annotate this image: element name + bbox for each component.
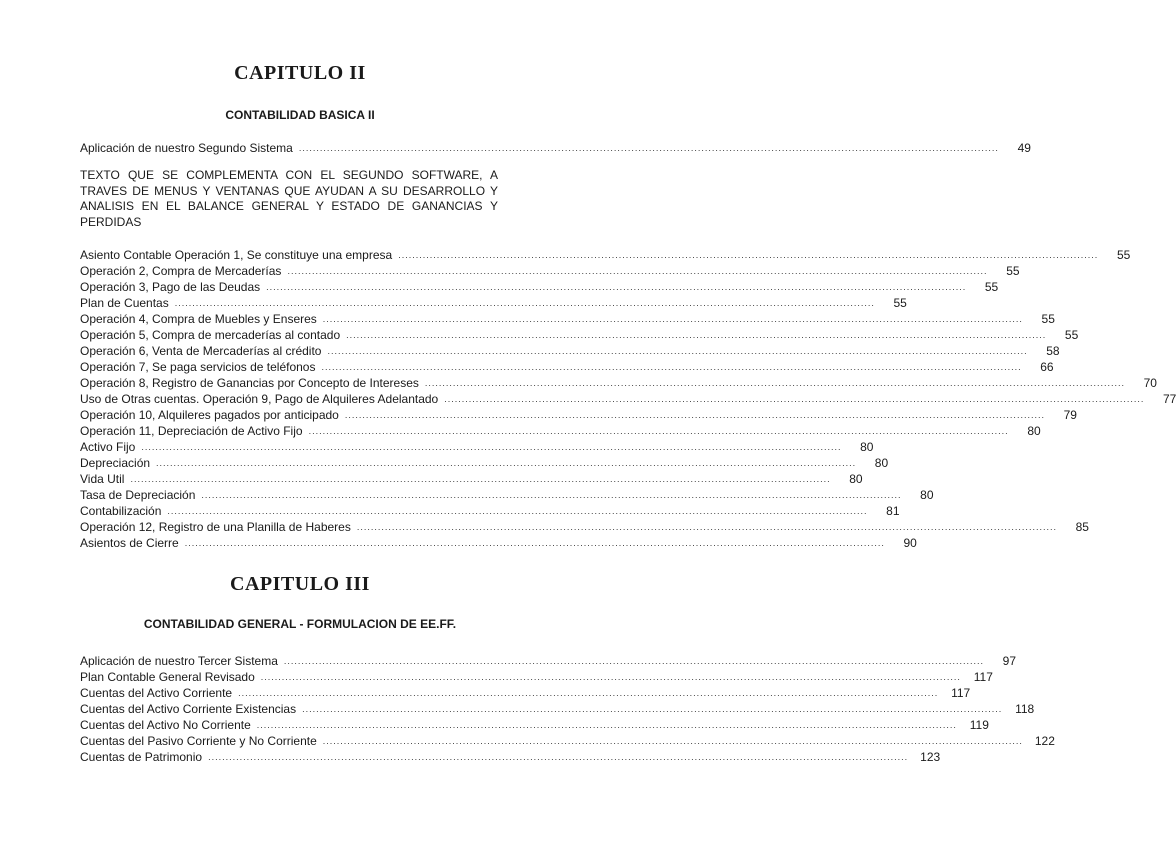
chapter-2-title: CAPITULO II	[234, 62, 366, 84]
dot-leader: ........................................................................................................................................................................................................	[346, 330, 1047, 340]
toc-entry-page: 55	[1041, 312, 1055, 326]
toc-entry-label: Aplicación de nuestro Segundo Sistema	[80, 141, 293, 155]
toc-entry-page: 97	[1002, 654, 1016, 668]
dot-leader: ........................................................................................................................................................................................................	[184, 538, 885, 548]
toc-entry-label: Tasa de Depreciación	[80, 488, 196, 502]
toc-entry-label: Operación 5, Compra de mercaderías al contado	[80, 328, 341, 342]
toc-entry	[80, 264, 1020, 279]
dot-leader: ........................................................................................................................................................................................................	[238, 688, 939, 698]
toc-entry	[80, 424, 1041, 439]
chapter-3-subtitle: CONTABILIDAD GENERAL - FORMULACION DE EE.FF.	[143, 617, 457, 631]
toc-entry-page: 117	[951, 686, 971, 700]
toc-entry	[80, 654, 1016, 669]
dot-leader: ........................................................................................................................................................................................................	[424, 378, 1125, 388]
toc-entry-page: 117	[973, 670, 993, 684]
toc-entry	[80, 536, 917, 551]
toc-entry-page: 55	[1006, 264, 1020, 278]
toc-entry	[80, 734, 1055, 749]
toc-entry-label: Uso de Otras cuentas. Operación 9, Pago de Alquileres Adelantado	[80, 392, 439, 406]
toc-entry	[80, 376, 1157, 391]
toc-entry	[80, 488, 934, 503]
toc-entry	[80, 360, 1054, 375]
toc-entry-label: Plan Contable General Revisado	[80, 670, 255, 684]
toc-entry-page: 79	[1063, 408, 1077, 422]
toc-entry	[80, 296, 907, 311]
toc-entry-page: 122	[1034, 734, 1055, 748]
dot-leader: ........................................................................................................................................................................................................	[156, 458, 857, 468]
dot-leader: ........................................................................................................................................................................................................	[444, 394, 1145, 404]
toc-entry-label: Vida Util	[80, 472, 125, 486]
toc-entry-page: 90	[903, 536, 917, 550]
dot-leader: ........................................................................................................................................................................................................	[302, 704, 1003, 714]
toc-entry-page: 55	[893, 296, 907, 310]
toc-entry-label: Operación 8, Registro de Ganancias por Concepto de Intereses	[80, 376, 419, 390]
toc-entry-page: 55	[984, 280, 999, 294]
dot-leader: ........................................................................................................................................................................................................	[141, 442, 842, 452]
dot-leader: ........................................................................................................................................................................................................	[344, 410, 1045, 420]
toc-entry-label: Depreciación	[80, 456, 151, 470]
toc-entry-page: 55	[1116, 248, 1131, 262]
dot-leader: ........................................................................................................................................................................................................	[256, 720, 957, 730]
toc-entry	[80, 504, 900, 519]
dot-leader: ........................................................................................................................................................................................................	[322, 736, 1023, 746]
toc-entry	[80, 392, 1176, 407]
toc-entry-label: Plan de Cuentas	[80, 296, 169, 310]
toc-entry-page: 58	[1046, 344, 1060, 358]
toc-entry-page: 85	[1075, 520, 1089, 534]
dot-leader: ........................................................................................................................................................................................................	[283, 656, 984, 666]
toc-entry	[80, 520, 1089, 535]
toc-entry-label: Activo Fijo	[80, 440, 136, 454]
toc-entry	[80, 312, 1055, 327]
dot-leader: ........................................................................................................................................................................................................	[398, 250, 1099, 260]
toc-entry-label: Cuentas del Activo Corriente	[80, 686, 233, 700]
dot-leader: ........................................................................................................................................................................................................	[266, 282, 967, 292]
dot-leader: ........................................................................................................................................................................................................	[130, 474, 831, 484]
dot-leader: ........................................................................................................................................................................................................	[321, 362, 1022, 372]
toc-entry-page: 80	[1027, 424, 1041, 438]
toc-entry-page: 123	[920, 750, 941, 764]
dot-leader: ........................................................................................................................................................................................................	[356, 522, 1057, 532]
toc-entry-page: 80	[860, 440, 874, 454]
toc-entry-label: Cuentas del Activo Corriente Existencias	[80, 702, 297, 716]
toc-entry	[80, 702, 1035, 717]
toc-entry-label: Operación 11, Depreciación de Activo Fijo	[80, 424, 303, 438]
dot-leader: ........................................................................................................................................................................................................	[201, 490, 902, 500]
toc-entry-page: 80	[849, 472, 863, 486]
toc-entry-page: 80	[920, 488, 934, 502]
toc-entry	[80, 328, 1079, 343]
dot-leader: ........................................................................................................................................................................................................	[260, 672, 961, 682]
dot-leader: ........................................................................................................................................................................................................	[167, 506, 868, 516]
toc-entry	[80, 344, 1060, 359]
dot-leader: ........................................................................................................................................................................................................	[322, 314, 1023, 324]
dot-leader: ........................................................................................................................................................................................................	[298, 143, 999, 153]
toc-entry	[80, 750, 941, 765]
toc-entry-label: Cuentas de Patrimonio	[80, 750, 203, 764]
toc-entry-label: Cuentas del Activo No Corriente	[80, 718, 251, 732]
toc-entry-label: Operación 3, Pago de las Deudas	[80, 280, 261, 294]
toc-entry	[80, 280, 999, 295]
toc-entry-label: Operación 6, Venta de Mercaderías al crédito	[80, 344, 322, 358]
toc-entry-page: 66	[1040, 360, 1054, 374]
dot-leader: ........................................................................................................................................................................................................	[208, 752, 909, 762]
toc-entry-page: 118	[1015, 702, 1035, 716]
toc-entry	[80, 440, 874, 455]
toc-entry-page: 55	[1064, 328, 1079, 342]
toc-entry	[80, 670, 993, 685]
dot-leader: ........................................................................................................................................................................................................	[174, 298, 875, 308]
toc-entry	[80, 472, 863, 487]
dot-leader: ........................................................................................................................................................................................................	[327, 346, 1028, 356]
chapter-2-subtitle: CONTABILIDAD BASICA II	[225, 108, 375, 122]
dot-leader: ........................................................................................................................................................................................................	[287, 266, 988, 276]
toc-entry	[80, 686, 971, 701]
dot-leader: ........................................................................................................................................................................................................	[308, 426, 1009, 436]
toc-entry-label: Operación 10, Alquileres pagados por anticipado	[80, 408, 339, 422]
toc-entry-page: 81	[886, 504, 900, 518]
toc-entry-page: 70	[1143, 376, 1157, 390]
toc-entry-label: Asientos de Cierre	[80, 536, 179, 550]
toc-entry-label: Aplicación de nuestro Tercer Sistema	[80, 654, 278, 668]
toc-entry	[80, 718, 989, 733]
toc-entry-page: 119	[969, 718, 989, 732]
toc-entry	[80, 456, 889, 471]
toc-entry	[80, 408, 1077, 423]
toc-entry-label: Cuentas del Pasivo Corriente y No Corriente	[80, 734, 317, 748]
toc-entry-page: 80	[874, 456, 889, 470]
toc-entry-chapter-2-intro	[80, 141, 1031, 156]
toc-entry-label: Contabilización	[80, 504, 162, 518]
toc-entry-page: 49	[1017, 141, 1031, 155]
chapter-3-title: CAPITULO III	[230, 573, 370, 595]
toc-entry-label: Operación 4, Compra de Muebles y Enseres	[80, 312, 317, 326]
toc-entry-label: Operación 2, Compra de Mercaderías	[80, 264, 282, 278]
toc-entry-page: 77	[1162, 392, 1176, 406]
toc-entry	[80, 248, 1131, 263]
toc-entry-label: Operación 12, Registro de una Planilla de Haberes	[80, 520, 351, 534]
toc-entry-label: Operación 7, Se paga servicios de teléfonos	[80, 360, 316, 374]
toc-entry-label: Asiento Contable Operación 1, Se constituye una empresa	[80, 248, 393, 262]
chapter-2-description: TEXTO QUE SE COMPLEMENTA CON EL SEGUNDO SOFTWARE, A TRAVES DE MENUS Y VENTANAS QUE AYUDAN A SU DESARROLLO Y ANALISIS EN EL BALANCE GENERAL Y ESTADO DE GANANCIAS Y PERDIDAS	[80, 168, 498, 229]
